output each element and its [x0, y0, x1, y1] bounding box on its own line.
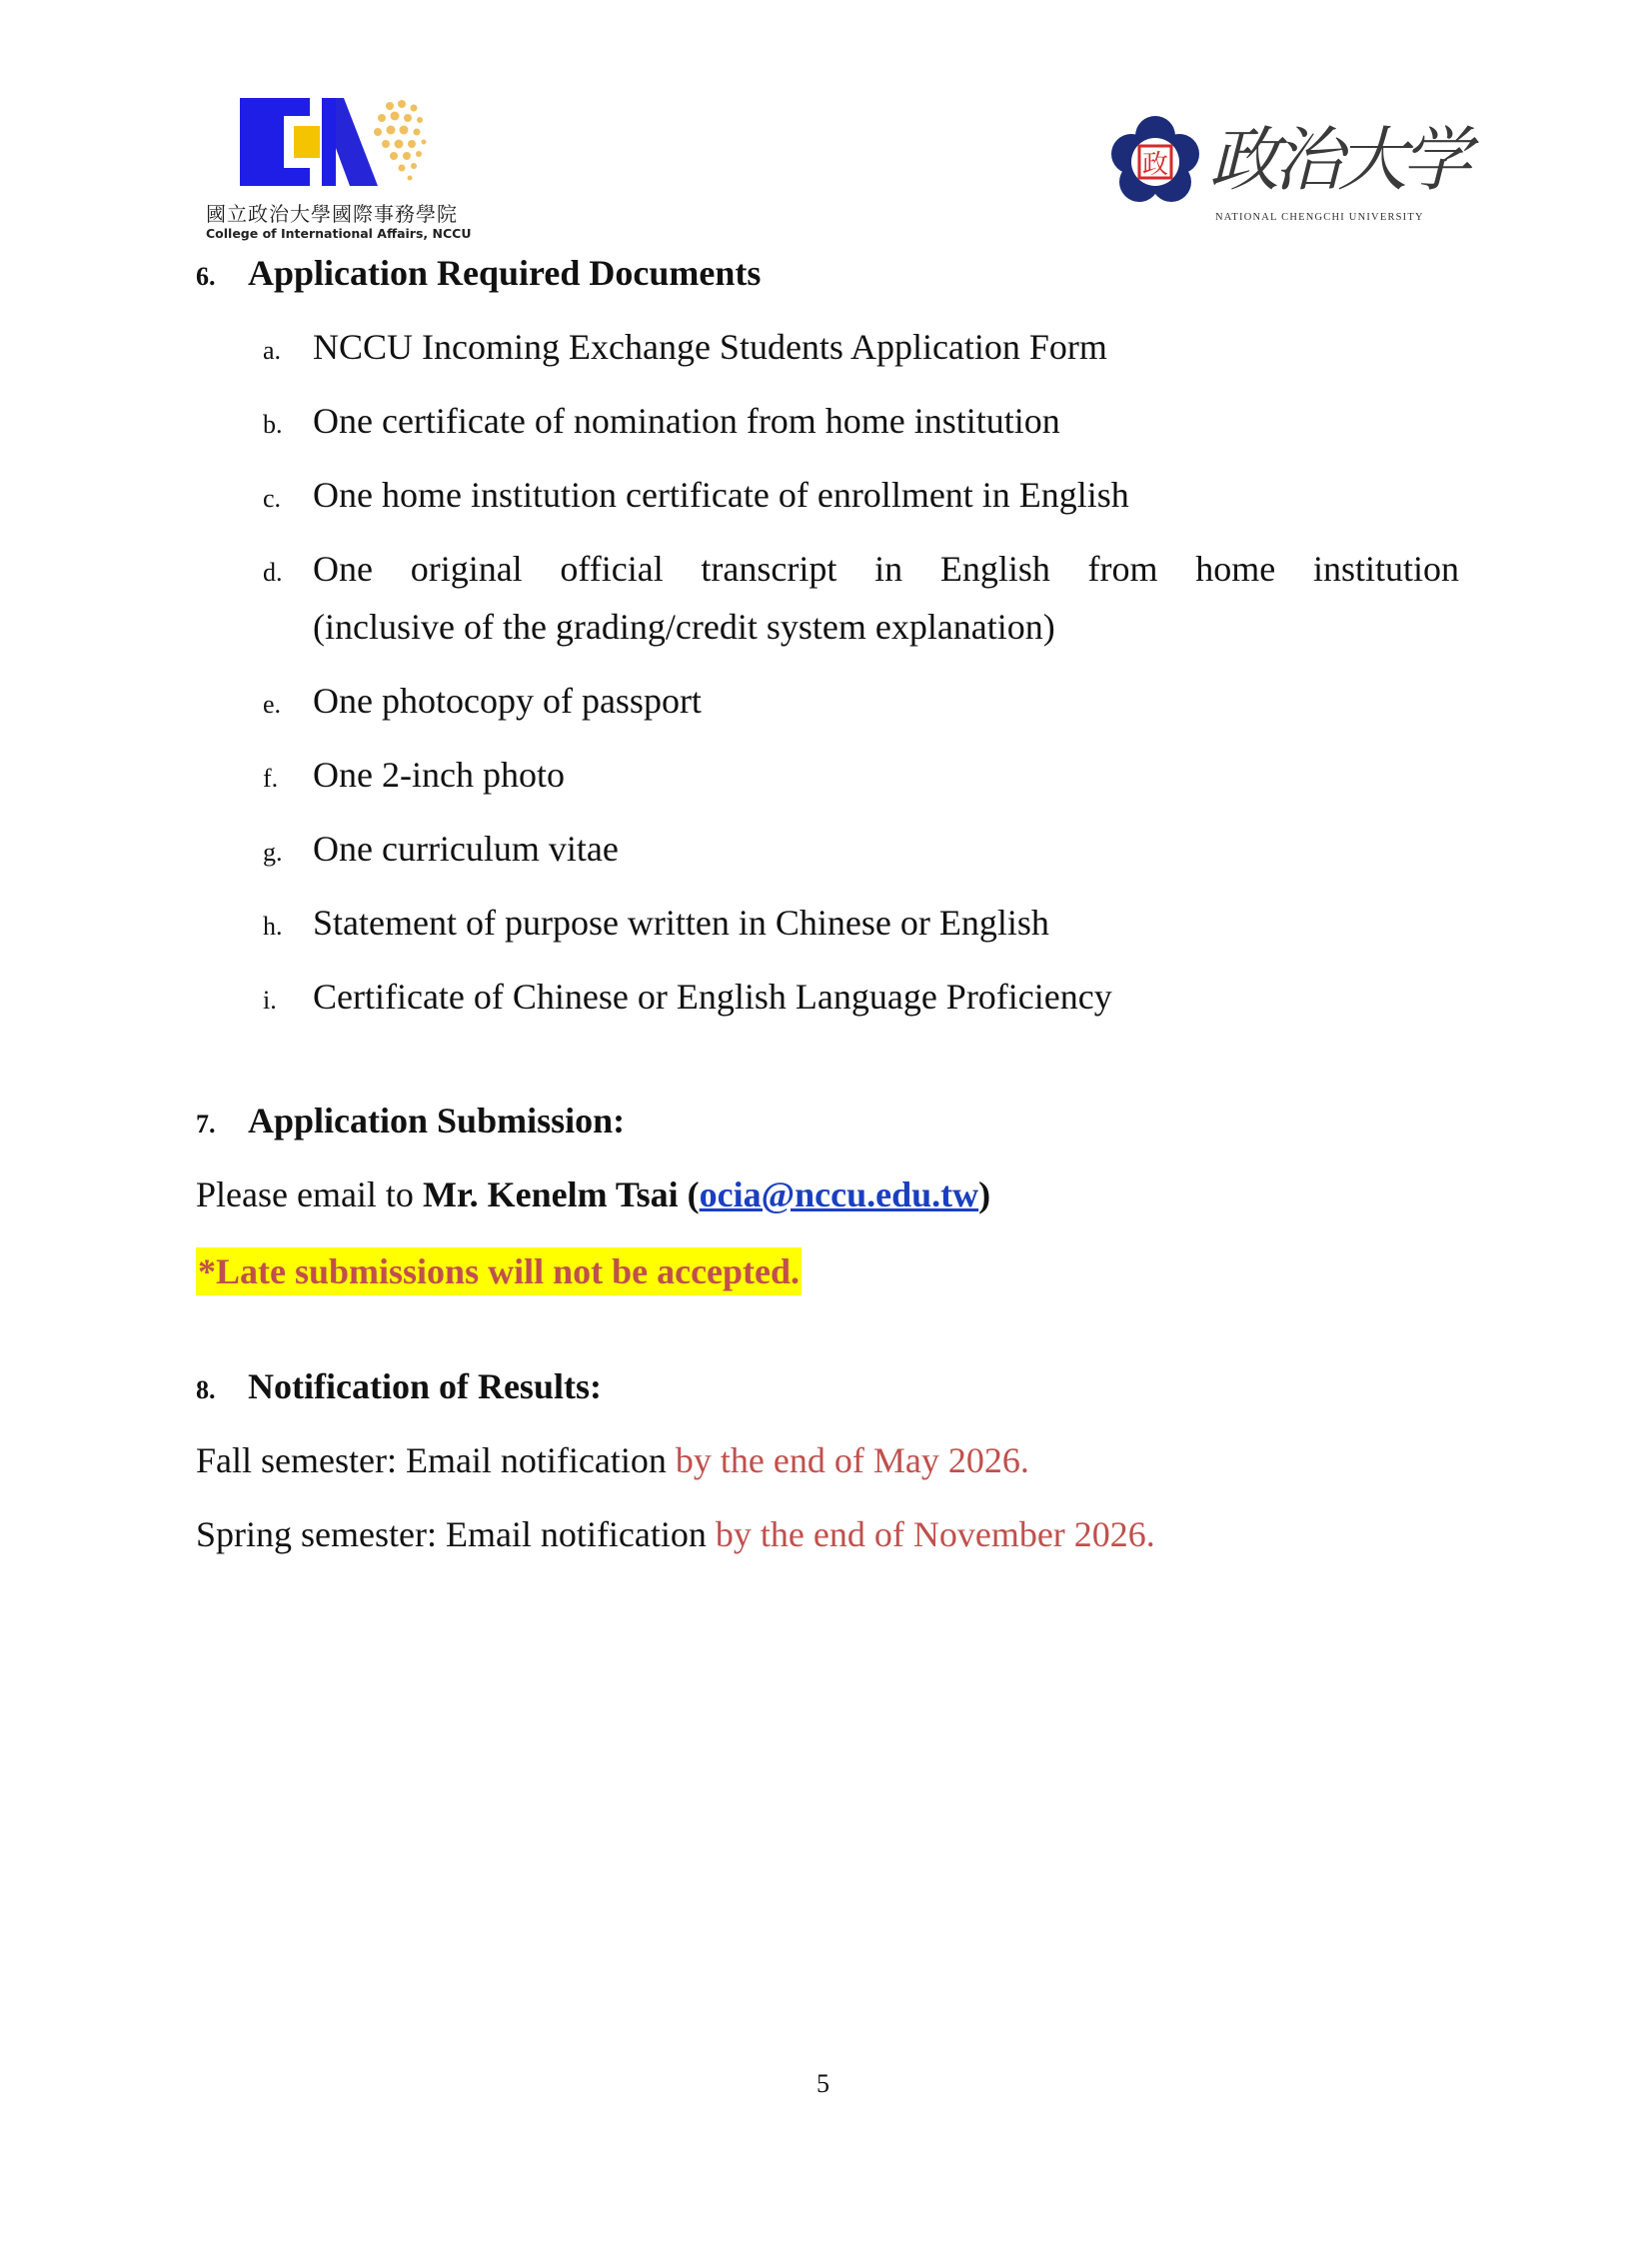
list-item-text: One 2-inch photo	[313, 755, 565, 795]
spring-deadline: by the end of November 2026.	[715, 1514, 1155, 1554]
college-logo	[198, 92, 498, 252]
section-7-title: Application Submission:	[248, 1101, 626, 1140]
section-7-number: 7.	[196, 1110, 216, 1138]
list-item-text: One original official transcript in English from home institution	[313, 549, 1459, 589]
seal-glyph: 政	[1141, 150, 1169, 180]
list-item-continuation: (inclusive of the grading/credit system explanation)	[313, 607, 1055, 647]
fall-prefix: Fall semester: Email notification	[196, 1440, 676, 1480]
list-item	[263, 754, 565, 796]
list-marker: i.	[263, 986, 277, 1015]
list-item	[263, 828, 619, 870]
section-8-title: Notification of Results:	[248, 1366, 602, 1406]
university-english-name: NATIONAL CHENGCHI UNIVERSITY	[1215, 212, 1424, 223]
list-item-text: Statement of purpose written in Chinese or English	[313, 903, 1049, 943]
university-calligraphy: 政治大学	[1209, 119, 1465, 201]
open-paren: (	[678, 1174, 700, 1214]
list-item-text: Certificate of Chinese or English Language Proficiency	[313, 977, 1112, 1017]
list-item	[263, 548, 1459, 648]
list-item	[263, 474, 1129, 516]
list-marker: d.	[263, 558, 283, 587]
section-8-number: 8.	[196, 1375, 216, 1404]
spring-notification-line	[196, 1513, 1155, 1555]
list-item	[263, 902, 1049, 944]
submission-prefix: Please email to	[196, 1174, 423, 1214]
fall-notification-line	[196, 1439, 1029, 1481]
list-item-text: One photocopy of passport	[313, 681, 702, 721]
list-item-text: One certificate of nomination from home institution	[313, 401, 1060, 441]
list-item-text: One home institution certificate of enrollment in English	[313, 475, 1129, 515]
list-marker: f.	[263, 764, 279, 793]
fall-deadline: by the end of May 2026.	[675, 1440, 1029, 1480]
list-item	[263, 976, 1112, 1018]
submission-line	[196, 1173, 990, 1215]
college-english-name: College of International Affairs, NCCU	[206, 226, 472, 241]
close-paren: )	[978, 1174, 991, 1214]
list-marker: a.	[263, 336, 282, 365]
page-number: 5	[817, 2069, 829, 2098]
email-link[interactable]: ocia@nccu.edu.tw	[699, 1174, 979, 1214]
list-marker: c.	[263, 484, 282, 513]
university-seal-icon	[1109, 116, 1201, 208]
university-logo	[1109, 112, 1465, 232]
section-7-heading	[196, 1100, 625, 1141]
list-marker: e.	[263, 690, 282, 719]
college-emblem-icon	[240, 92, 430, 192]
late-submission-notice: *Late submissions will not be accepted.	[196, 1247, 802, 1295]
contact-name: Mr. Kenelm Tsai	[422, 1174, 679, 1214]
section-6-heading	[196, 252, 761, 294]
section-6-title: Application Required Documents	[248, 253, 762, 293]
list-item	[263, 680, 702, 722]
list-item-text: One curriculum vitae	[313, 829, 619, 869]
list-marker: b.	[263, 410, 283, 439]
section-8-heading	[196, 1365, 602, 1407]
list-item	[263, 400, 1060, 442]
list-marker: h.	[263, 912, 283, 941]
section-6-number: 6.	[196, 262, 216, 291]
list-item-text: NCCU Incoming Exchange Students Application Form	[313, 327, 1107, 367]
list-marker: g.	[263, 838, 283, 867]
spring-prefix: Spring semester: Email notification	[196, 1514, 716, 1554]
college-chinese-name: 國立政治大學國際事務學院	[206, 202, 458, 226]
list-item	[263, 326, 1107, 368]
